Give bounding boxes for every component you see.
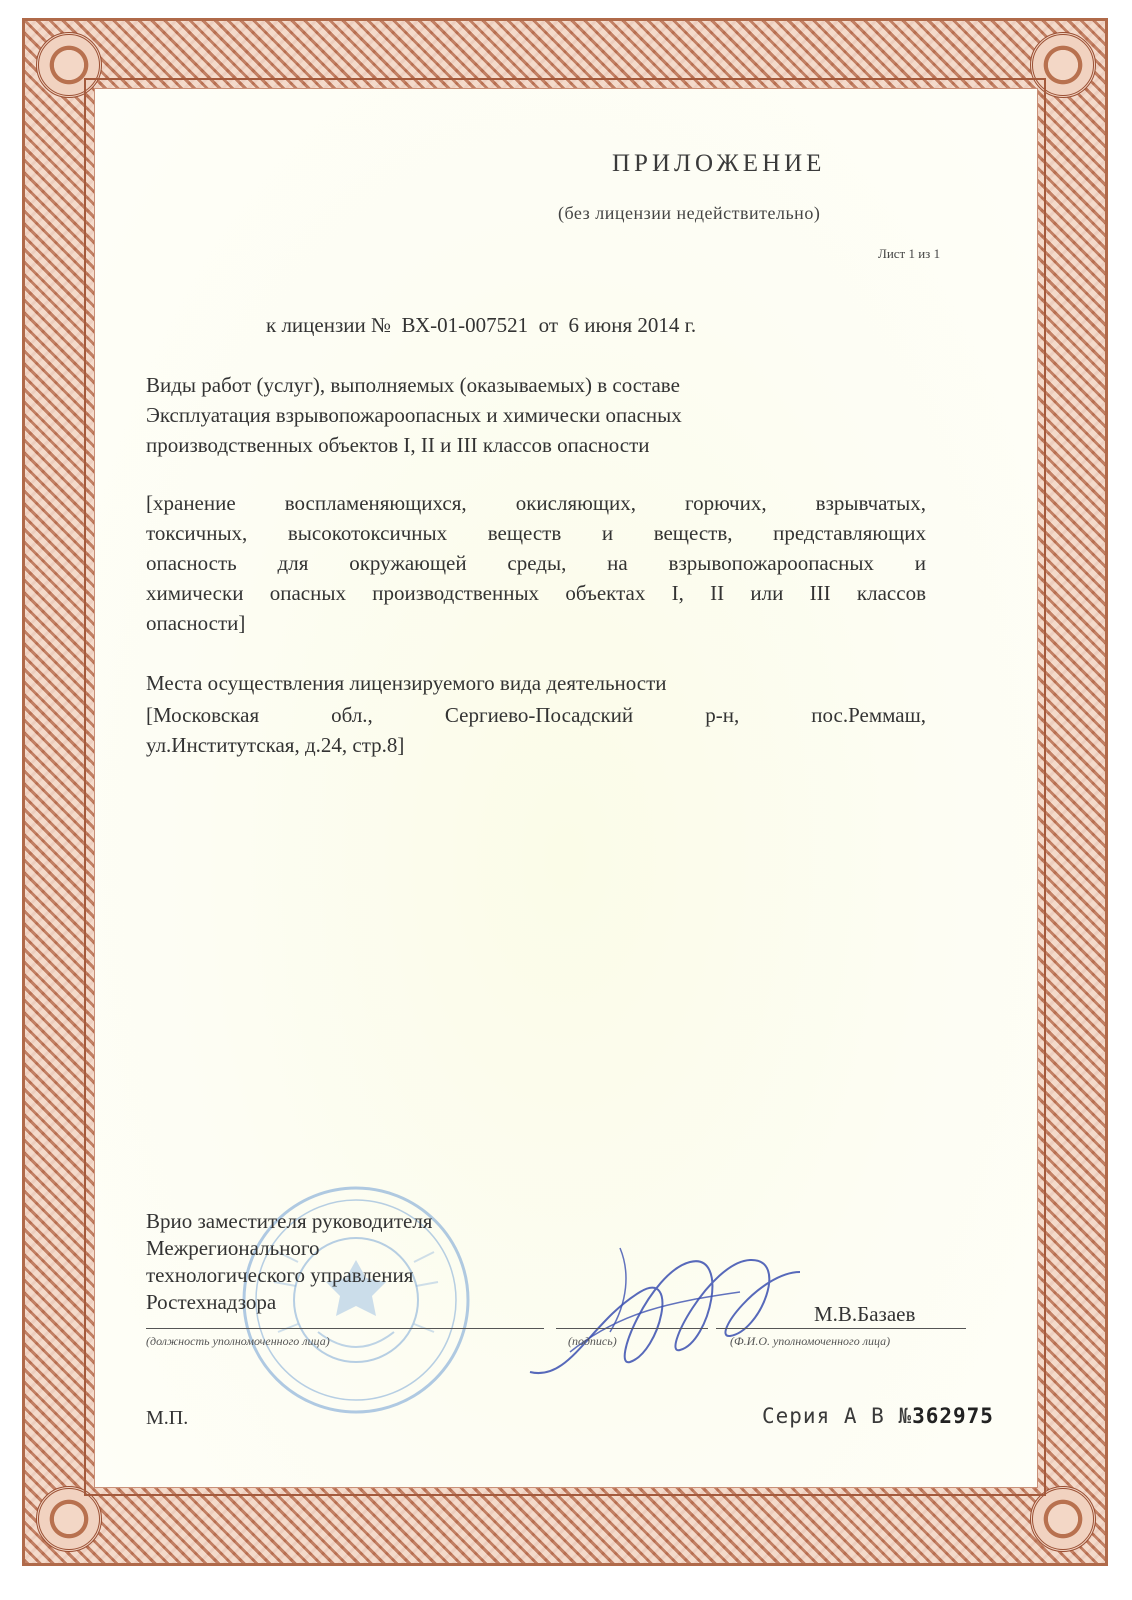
works-heading bbox=[146, 370, 926, 460]
name-caption: (Ф.И.О. уполномоченного лица) bbox=[730, 1334, 891, 1348]
license-reference: к лицензии № ВХ-01-007521 от 6 июня 2014 г. bbox=[266, 313, 697, 337]
places-heading: Места осуществления лицензируемого вида деятельности bbox=[146, 671, 667, 695]
handwritten-signature bbox=[510, 1232, 810, 1392]
series-label: Серия А В № bbox=[762, 1404, 913, 1428]
works-detail-line: [хранение воспламеняющихся, окисляющих, горючих, взрывчатых, bbox=[146, 491, 926, 515]
position-caption: (должность уполномоченного лица) bbox=[146, 1334, 330, 1348]
works-heading-line: Эксплуатация взрывопожароопасных и химически опасных bbox=[146, 403, 682, 427]
places-line: ул.Институтская, д.24, стр.8] bbox=[146, 733, 405, 757]
places-detail bbox=[146, 700, 926, 760]
works-detail-line: опасность для окружающей среды, на взрывопожароопасных и bbox=[146, 551, 926, 575]
signer-position-line: Врио заместителя руководителя bbox=[146, 1209, 433, 1233]
works-detail bbox=[146, 488, 926, 638]
works-detail-line: токсичных, высокотоксичных веществ и веществ, представляющих bbox=[146, 521, 926, 545]
position-underline bbox=[146, 1328, 544, 1329]
works-heading-line: Виды работ (услуг), выполняемых (оказываемых) в составе bbox=[146, 373, 680, 397]
document-title: ПРИЛОЖЕНИЕ bbox=[612, 150, 826, 177]
signer-position-line: Ростехнадзора bbox=[146, 1290, 277, 1314]
signer-position bbox=[146, 1208, 432, 1316]
signer-position-line: технологического управления bbox=[146, 1263, 414, 1287]
works-detail-line: опасности] bbox=[146, 611, 246, 635]
works-detail-line: химически опасных производственных объектах I, II или III классов bbox=[146, 581, 926, 605]
name-underline bbox=[716, 1328, 966, 1329]
form-series bbox=[762, 1404, 994, 1428]
stamp-place-label: М.П. bbox=[146, 1407, 189, 1429]
places-line: [Московская обл., Сергиево-Посадский р-н, пос.Реммаш, bbox=[146, 703, 926, 727]
works-heading-line: производственных объектов I, II и III классов опасности bbox=[146, 433, 650, 457]
sheet-number: Лист 1 из 1 bbox=[878, 246, 941, 261]
validity-note: (без лицензии недействительно) bbox=[558, 203, 821, 223]
signature-underline bbox=[556, 1328, 708, 1329]
series-number: 362975 bbox=[912, 1404, 994, 1428]
signer-position-line: Межрегионального bbox=[146, 1236, 320, 1260]
signature-caption: (подпись) bbox=[568, 1334, 617, 1348]
signer-name: М.В.Базаев bbox=[814, 1302, 916, 1326]
